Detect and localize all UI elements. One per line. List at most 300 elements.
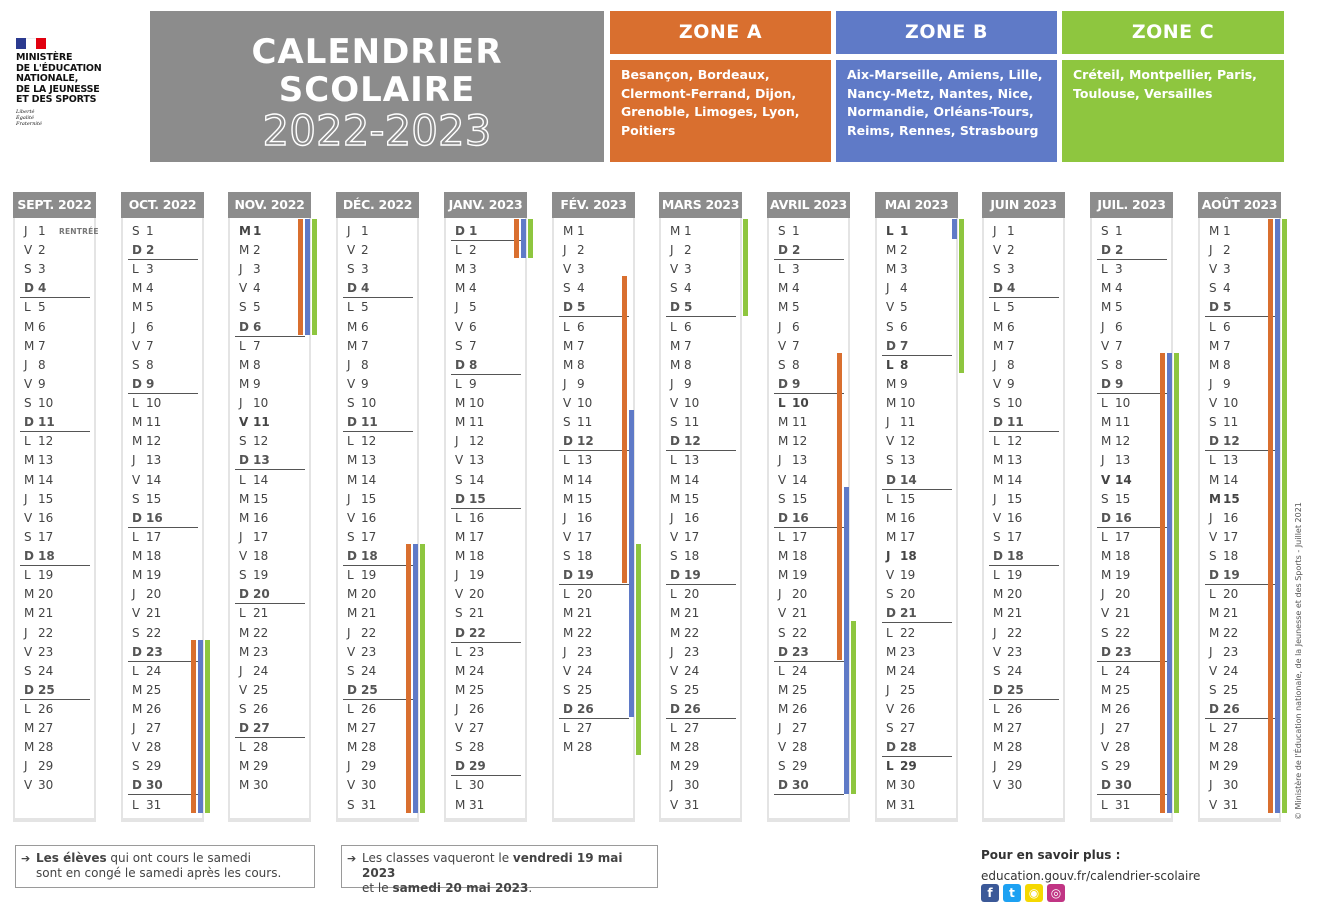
- day-row: [343, 471, 413, 490]
- day-number: 14: [361, 472, 377, 487]
- facebook-icon[interactable]: f: [981, 884, 999, 902]
- day-row: [1205, 566, 1275, 585]
- day-letter: S: [132, 625, 140, 640]
- day-row: [1205, 528, 1275, 547]
- day-number: 16: [900, 510, 916, 525]
- day-row: [343, 413, 413, 432]
- day-number: 25: [792, 682, 808, 697]
- day-row: [20, 356, 90, 375]
- day-number: 15: [792, 491, 808, 506]
- day-letter: M: [455, 797, 466, 812]
- day-letter: S: [670, 415, 678, 430]
- day-letter: M: [778, 682, 789, 697]
- day-number: 12: [1115, 434, 1131, 449]
- day-number: 3: [38, 262, 46, 277]
- day-number: 14: [38, 472, 54, 487]
- day-letter: V: [886, 702, 895, 716]
- day-number: 12: [1223, 434, 1240, 449]
- day-number: 23: [253, 644, 269, 659]
- day-number: 17: [684, 529, 700, 544]
- day-number: 6: [900, 319, 908, 334]
- day-letter: L: [886, 759, 894, 774]
- day-number: 22: [361, 625, 377, 640]
- day-row: [666, 566, 736, 585]
- day-row: [128, 222, 198, 241]
- day-number: 25: [361, 682, 378, 697]
- day-row: [1097, 279, 1167, 298]
- day-letter: S: [239, 434, 247, 449]
- day-letter: M: [239, 625, 250, 640]
- more-info-link[interactable]: education.gouv.fr/calendrier-scolaire: [981, 869, 1201, 883]
- day-number: 7: [253, 338, 261, 353]
- holiday-bar-zone-b: [1167, 353, 1172, 813]
- logo-line: MINISTÈRE: [16, 52, 73, 63]
- day-number: 13: [1115, 453, 1131, 468]
- day-letter: M: [670, 224, 681, 238]
- logo-line: DE LA JEUNESSE: [16, 83, 100, 95]
- day-number: 17: [146, 529, 162, 544]
- day-number: 13: [361, 453, 377, 468]
- day-number: 29: [792, 759, 808, 774]
- day-row: [128, 757, 198, 776]
- day-row: [20, 738, 90, 757]
- day-number: 19: [146, 568, 162, 583]
- day-number: 8: [900, 357, 909, 372]
- day-number: 8: [684, 357, 692, 372]
- day-row: [989, 566, 1059, 585]
- day-number: 19: [1007, 568, 1023, 583]
- day-letter: J: [455, 434, 459, 449]
- day-number: 21: [900, 606, 917, 621]
- day-letter: V: [778, 740, 787, 755]
- day-letter: S: [993, 663, 1001, 678]
- day-row: [1205, 738, 1275, 757]
- day-letter: D: [24, 549, 34, 564]
- day-number: 1: [1223, 224, 1231, 238]
- day-number: 21: [684, 606, 700, 621]
- day-number: 24: [792, 663, 808, 678]
- day-number: 7: [469, 338, 477, 353]
- day-letter: D: [24, 415, 34, 430]
- day-row: [1205, 375, 1275, 394]
- day-letter: S: [563, 415, 571, 430]
- day-row: [882, 662, 952, 681]
- day-number: 17: [361, 529, 377, 544]
- day-number: 14: [146, 472, 162, 487]
- day-number: 27: [146, 721, 162, 736]
- day-row: [343, 260, 413, 279]
- day-number: 27: [38, 721, 54, 736]
- day-annotation: RENTRÉE: [59, 227, 99, 236]
- day-number: 16: [38, 510, 54, 525]
- day-number: 14: [1007, 472, 1023, 487]
- day-letter: S: [347, 396, 355, 411]
- day-number: 23: [1115, 644, 1132, 659]
- day-letter: J: [670, 644, 674, 659]
- day-letter: M: [132, 434, 143, 449]
- day-letter: L: [455, 510, 462, 525]
- month-header: AVRIL 2023: [767, 192, 850, 218]
- day-number: 12: [577, 434, 594, 449]
- day-row: [20, 681, 90, 700]
- holiday-bar-zone-a: [1268, 219, 1273, 813]
- day-letter: D: [347, 415, 357, 430]
- month-column: [982, 192, 1065, 822]
- day-letter: D: [886, 740, 896, 755]
- day-letter: L: [132, 262, 139, 277]
- day-row: [343, 490, 413, 509]
- day-letter: L: [670, 319, 677, 334]
- day-number: 9: [469, 376, 477, 391]
- day-row: [666, 796, 736, 815]
- day-number: 27: [792, 721, 808, 736]
- day-row: [666, 279, 736, 298]
- day-row: [1205, 394, 1275, 413]
- day-row: [1097, 757, 1167, 776]
- day-letter: V: [670, 797, 679, 812]
- day-letter: L: [239, 740, 246, 755]
- day-letter: V: [670, 396, 679, 411]
- day-row: [559, 375, 629, 394]
- day-row: [128, 241, 198, 260]
- day-letter: V: [993, 644, 1002, 659]
- day-letter: S: [563, 549, 571, 564]
- holiday-bar-zone-a: [298, 219, 303, 335]
- day-row: [989, 681, 1059, 700]
- day-number: 13: [1223, 453, 1239, 468]
- day-row: [1097, 547, 1167, 566]
- day-row: [451, 624, 521, 643]
- day-row: [20, 432, 90, 451]
- day-letter: M: [993, 587, 1004, 602]
- holiday-bar-zone-c: [743, 219, 748, 316]
- day-letter: D: [132, 644, 142, 659]
- day-number: 27: [577, 721, 593, 736]
- day-row: [989, 700, 1059, 719]
- day-row: [451, 337, 521, 356]
- twitter-icon[interactable]: t: [1003, 884, 1021, 902]
- day-letter: M: [778, 568, 789, 583]
- day-number: 9: [900, 376, 908, 391]
- month-header: JUIL. 2023: [1090, 192, 1173, 218]
- day-number: 24: [577, 663, 593, 678]
- day-letter: L: [347, 300, 354, 315]
- day-letter: J: [24, 759, 28, 774]
- day-row: [128, 318, 198, 337]
- day-row: [128, 624, 198, 643]
- more-info-heading: Pour en savoir plus :: [981, 848, 1121, 862]
- day-row: [235, 451, 305, 470]
- day-row: [559, 719, 629, 738]
- day-number: 10: [577, 396, 593, 411]
- day-number: 22: [684, 625, 700, 640]
- month-header: NOV. 2022: [228, 192, 311, 218]
- day-row: [1097, 471, 1167, 490]
- day-number: 16: [1115, 510, 1132, 525]
- day-number: 7: [1223, 338, 1231, 353]
- day-letter: V: [563, 529, 572, 544]
- day-letter: V: [239, 682, 248, 697]
- day-number: 14: [253, 472, 269, 487]
- day-row: [1097, 451, 1167, 470]
- day-number: 22: [38, 625, 54, 640]
- day-letter: L: [24, 434, 31, 449]
- day-number: 12: [1007, 434, 1023, 449]
- day-letter: M: [670, 625, 681, 640]
- day-letter: L: [1209, 721, 1216, 736]
- day-row: [1205, 279, 1275, 298]
- day-row: [451, 776, 521, 795]
- day-letter: M: [670, 606, 681, 621]
- day-number: 29: [684, 759, 700, 774]
- day-number: 6: [361, 319, 369, 334]
- day-number: 23: [900, 644, 916, 659]
- day-letter: V: [455, 721, 464, 736]
- day-number: 25: [577, 682, 593, 697]
- day-row: [235, 624, 305, 643]
- day-row: [559, 528, 629, 547]
- day-letter: M: [347, 319, 358, 334]
- day-row: [1205, 604, 1275, 623]
- day-number: 10: [146, 396, 162, 411]
- day-letter: L: [563, 453, 570, 468]
- day-row: [559, 624, 629, 643]
- day-number: 7: [146, 338, 154, 353]
- day-number: 15: [469, 491, 486, 506]
- day-letter: D: [239, 453, 249, 468]
- day-number: 19: [253, 568, 269, 583]
- day-row: [343, 432, 413, 451]
- instagram-icon[interactable]: ◎: [1047, 884, 1065, 902]
- day-row: [20, 624, 90, 643]
- day-number: 23: [1007, 644, 1023, 659]
- day-number: 15: [900, 491, 916, 506]
- day-number: 9: [1115, 376, 1124, 391]
- holiday-bar-zone-a: [622, 276, 627, 583]
- day-letter: M: [886, 529, 897, 544]
- day-number: 18: [38, 549, 55, 564]
- day-row: [343, 528, 413, 547]
- day-number: 10: [38, 396, 54, 411]
- day-row: [20, 451, 90, 470]
- day-letter: L: [455, 778, 462, 793]
- day-row: [20, 604, 90, 623]
- day-letter: V: [132, 740, 141, 755]
- day-row: [774, 662, 844, 681]
- day-letter: S: [455, 740, 463, 755]
- day-row: [774, 490, 844, 509]
- day-number: 31: [146, 797, 162, 812]
- day-number: 13: [146, 453, 162, 468]
- day-row: [774, 719, 844, 738]
- day-letter: D: [778, 644, 788, 659]
- day-row: [989, 776, 1059, 795]
- day-letter: S: [1101, 357, 1109, 372]
- day-letter: M: [24, 453, 35, 468]
- day-letter: J: [24, 224, 28, 238]
- day-row: [451, 432, 521, 451]
- day-letter: M: [347, 606, 358, 621]
- day-row: [774, 394, 844, 413]
- day-row: [343, 451, 413, 470]
- day-letter: J: [993, 224, 997, 238]
- day-row: [128, 337, 198, 356]
- day-row: [128, 260, 198, 279]
- day-letter: D: [993, 549, 1003, 564]
- day-number: 19: [1223, 568, 1240, 583]
- holiday-bar-zone-c: [959, 219, 964, 373]
- day-letter: J: [1101, 453, 1105, 468]
- day-number: 9: [146, 376, 155, 391]
- day-letter: V: [239, 549, 248, 564]
- day-number: 8: [253, 357, 261, 372]
- day-row: [882, 222, 952, 241]
- day-row: [666, 298, 736, 317]
- day-row: [559, 337, 629, 356]
- day-number: 31: [1115, 797, 1131, 812]
- day-number: 6: [792, 319, 800, 334]
- day-letter: J: [24, 357, 28, 372]
- day-letter: S: [778, 625, 786, 640]
- snapchat-icon[interactable]: ◉: [1025, 884, 1043, 902]
- day-letter: D: [563, 434, 573, 449]
- day-row: [1205, 298, 1275, 317]
- day-number: 10: [900, 396, 916, 411]
- day-letter: L: [1209, 319, 1216, 334]
- day-number: 21: [1223, 606, 1239, 621]
- day-row: [128, 700, 198, 719]
- day-letter: M: [239, 243, 250, 258]
- day-number: 28: [253, 740, 269, 755]
- day-number: 7: [1115, 338, 1123, 353]
- day-letter: V: [347, 376, 356, 391]
- month-header: MAI 2023: [875, 192, 958, 218]
- day-number: 10: [1115, 396, 1131, 411]
- day-number: 19: [1115, 568, 1131, 583]
- day-letter: S: [1209, 549, 1217, 564]
- day-number: 3: [253, 262, 261, 277]
- day-letter: M: [1209, 338, 1220, 353]
- day-letter: L: [239, 472, 246, 487]
- day-row: [666, 700, 736, 719]
- day-letter: M: [563, 224, 574, 238]
- day-number: 21: [253, 606, 269, 621]
- day-row: [882, 298, 952, 317]
- day-number: 26: [146, 702, 162, 716]
- day-number: 16: [1223, 510, 1239, 525]
- day-letter: M: [347, 740, 358, 755]
- day-letter: M: [455, 663, 466, 678]
- day-number: 23: [146, 644, 163, 659]
- day-row: [666, 394, 736, 413]
- day-letter: M: [1101, 568, 1112, 583]
- day-row: [343, 643, 413, 662]
- day-row: [559, 298, 629, 317]
- day-letter: D: [886, 472, 896, 487]
- day-row: [20, 471, 90, 490]
- day-row: [128, 432, 198, 451]
- day-number: 19: [361, 568, 377, 583]
- day-row: [343, 624, 413, 643]
- day-row: [559, 738, 629, 757]
- day-letter: L: [132, 529, 139, 544]
- day-row: [1097, 719, 1167, 738]
- day-number: 20: [792, 587, 808, 602]
- day-letter: S: [1209, 415, 1217, 430]
- day-number: 12: [253, 434, 269, 449]
- day-letter: V: [778, 472, 787, 487]
- day-number: 30: [38, 778, 54, 793]
- day-row: [451, 681, 521, 700]
- day-number: 5: [1115, 300, 1123, 315]
- day-letter: L: [886, 491, 893, 506]
- day-number: 4: [1115, 281, 1123, 296]
- day-letter: M: [778, 281, 789, 296]
- day-number: 2: [1007, 243, 1015, 258]
- day-letter: J: [132, 587, 136, 602]
- day-row: [20, 394, 90, 413]
- day-row: [989, 222, 1059, 241]
- day-letter: L: [886, 625, 893, 640]
- day-row: [235, 509, 305, 528]
- day-letter: V: [993, 510, 1002, 525]
- day-number: 5: [253, 300, 261, 315]
- month-header: FÉV. 2023: [552, 192, 635, 218]
- day-letter: M: [563, 357, 574, 372]
- day-letter: V: [886, 300, 895, 315]
- day-number: 9: [577, 376, 585, 391]
- day-number: 6: [253, 319, 262, 334]
- day-number: 26: [1115, 702, 1131, 716]
- logo-motto: Liberté Égalité Fraternité: [16, 108, 42, 127]
- day-letter: M: [24, 587, 35, 602]
- day-row: [20, 375, 90, 394]
- day-row: [882, 643, 952, 662]
- day-number: 20: [1115, 587, 1131, 602]
- day-letter: J: [347, 759, 351, 774]
- holiday-bar-zone-b: [413, 544, 418, 813]
- day-letter: J: [347, 625, 351, 640]
- day-row: [1097, 298, 1167, 317]
- zone-a-cities: Besançon, Bordeaux, Clermont-Ferrand, Dijon, Grenoble, Limoges, Lyon, Poitiers: [610, 60, 831, 162]
- day-number: 25: [469, 682, 485, 697]
- day-letter: V: [1209, 529, 1218, 544]
- day-number: 11: [146, 415, 162, 430]
- day-row: [666, 757, 736, 776]
- day-letter: V: [24, 778, 33, 793]
- day-row: [451, 318, 521, 337]
- day-letter: L: [347, 568, 354, 583]
- day-row: [1097, 413, 1167, 432]
- day-letter: J: [778, 319, 782, 334]
- day-letter: M: [347, 472, 358, 487]
- day-number: 16: [684, 510, 700, 525]
- day-number: 1: [792, 224, 800, 238]
- day-row: [128, 738, 198, 757]
- holiday-bar-zone-b: [1275, 219, 1280, 813]
- day-number: 4: [900, 281, 908, 296]
- day-letter: M: [886, 396, 897, 411]
- day-number: 21: [361, 606, 377, 621]
- day-letter: S: [1209, 682, 1217, 697]
- day-number: 10: [469, 396, 485, 411]
- day-letter: L: [670, 721, 677, 736]
- day-row: [235, 604, 305, 623]
- day-letter: L: [563, 319, 570, 334]
- day-letter: J: [347, 357, 351, 372]
- day-row: [559, 643, 629, 662]
- day-number: 20: [253, 587, 270, 602]
